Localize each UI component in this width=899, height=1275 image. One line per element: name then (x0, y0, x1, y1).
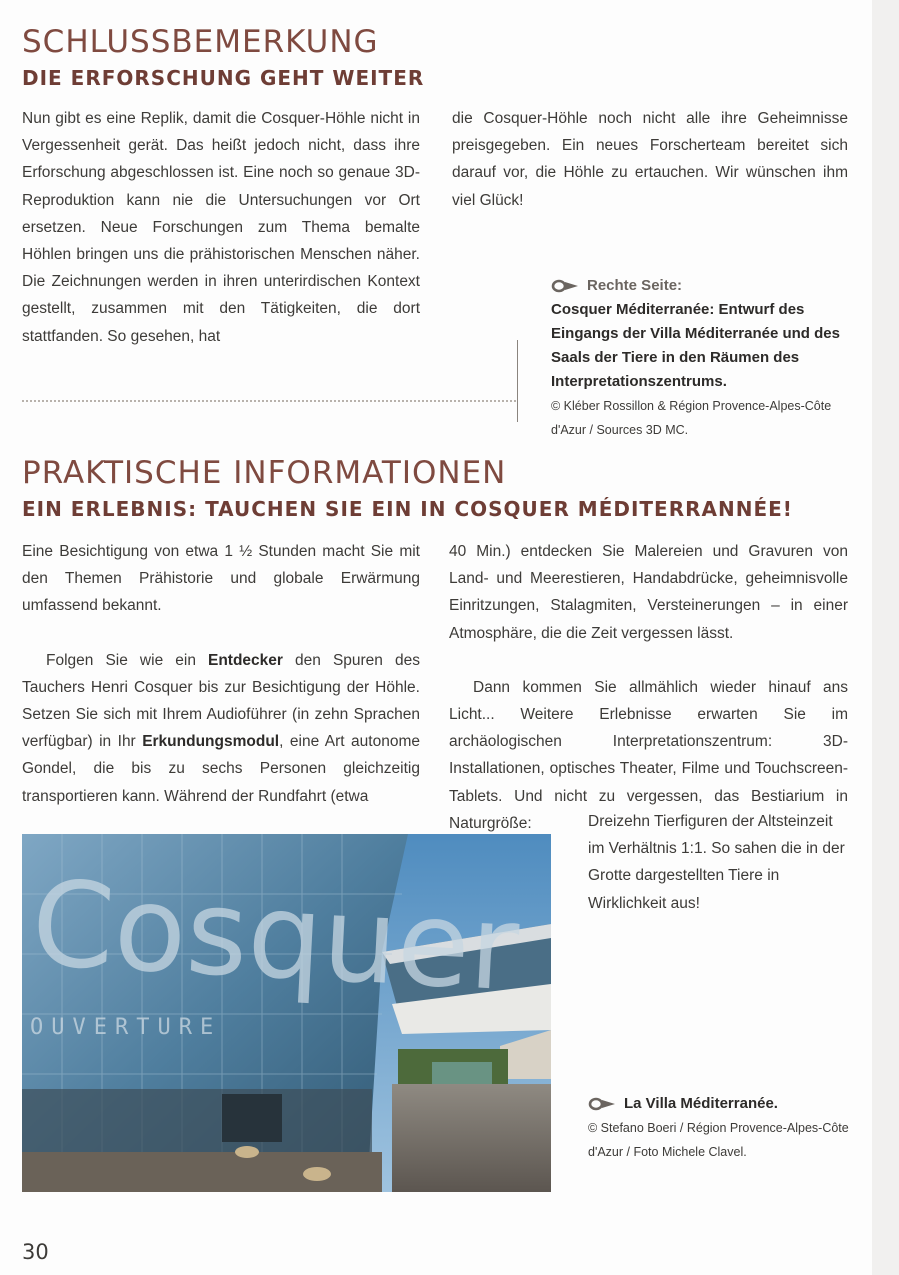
dotted-divider (22, 400, 516, 402)
section1-right-column (452, 105, 848, 214)
section-title-schlussbemerkung: SCHLUSSBEMERKUNG (22, 24, 379, 60)
section2-right-paragraph-2: Dann kommen Sie allmählich wieder hinauf ans Licht... Weitere Erlebnisse erwarten Sie im archäologischen Interpretationszentrum: 3D-Installationen, optisches Theater, Filme und Touchscreen-Tablets. Und nicht zu vergessen, das Bestiarium in Naturgröße: (449, 678, 848, 832)
section1-right-paragraph: die Cosquer-Höhle noch nicht alle ihre Geheimnisse preisgegeben. Ein neues Forscherteam bereitet sich darauf vor, die Höhle zu ertauchen. Wir wünschen ihm viel Glück! (452, 110, 848, 209)
caption-label: Rechte Seite: (587, 277, 683, 294)
page-edge-shadow (872, 0, 899, 1275)
highlight-erkundungsmodul: Erkundungsmodul (142, 733, 280, 751)
villa-mediterranee-photo (22, 834, 551, 1192)
section-subtitle-erforschung: DIE ERFORSCHUNG GEHT WEITER (22, 66, 425, 90)
section2-right-column (449, 538, 848, 837)
section2-left-paragraph-1: Eine Besichtigung von etwa 1 ½ Stunden macht Sie mit den Themen Prähistorie und globale Erwärmung umfassend bekannt. (22, 543, 420, 615)
highlight-entdecker: Entdecker (208, 651, 283, 669)
caption-label-row (551, 274, 857, 298)
section2-right-paragraph-3: Dreizehn Tierfiguren der Altsteinzeit im Verhältnis 1:1. So sahen die in der Grotte dargestellten Tiere in Wirklichkeit aus! (588, 813, 845, 912)
section2-left-column (22, 538, 420, 810)
section-subtitle-erlebnis: EIN ERLEBNIS: TAUCHEN SIE EIN IN COSQUER MÉDITERRANNÉE! (22, 497, 793, 521)
section2-right-continuation (588, 808, 848, 917)
page-number: 30 (22, 1240, 49, 1264)
building-sign-text: Cosquer (28, 854, 522, 1018)
caption-right-page (551, 274, 857, 442)
caption-villa (588, 1092, 868, 1164)
section-title-praktische-informationen: PRAKTISCHE INFORMATIONEN (22, 455, 507, 491)
caption-title: Cosquer Méditerranée: Entwurf des Eingangs der Villa Méditerranée und des Saals der Tiere in den Räumen des Interpretationszentrums. (551, 301, 840, 390)
section1-left-paragraph: Nun gibt es eine Replik, damit die Cosquer-Höhle nicht in Vergessenheit gerät. Das heißt jedoch nicht, dass ihre Erforschung abgeschlossen ist. Eine noch so genaue 3D-Reproduktion kann nie die Untersuchungen vor Ort ersetzen. Neue Forschungen zum Thema bemalte Höhlen bringen uns die prähistorischen Menschen näher. Die Zeichnungen werden in ihren unterirdischen Kontext gestellt, zusammen mit den Tätigkeiten, die dort stattfanden. So gesehen, hat (22, 110, 420, 345)
caption-villa-label-row (588, 1092, 868, 1116)
building-illustration (22, 834, 551, 1192)
caption-credit: © Kléber Rossillon & Région Provence-Alpes-Côte d'Azur / Sources 3D MC. (551, 399, 832, 437)
arrow-pointer-icon (588, 1097, 616, 1111)
section2-right-paragraph-1: 40 Min.) entdecken Sie Malereien und Gravuren von Land- und Meerestieren, Handabdrücke, geheimnisvolle Einritzungen, Stalagmiten, Versteinerungen – in einer Atmosphäre, die die Zeit vergessen lässt. (449, 543, 848, 642)
section2-left-paragraph-2 (22, 647, 420, 810)
caption-villa-title: La Villa Méditerranée. (624, 1095, 778, 1112)
building-banner-text: OUVERTURE (30, 1015, 222, 1040)
paragraph-text: , eine Art autonome Gondel, die bis zu sechs Personen gleichzeitig transportieren kann. Während der Rundfahrt (etwa (22, 733, 420, 805)
vertical-divider (517, 340, 518, 422)
paragraph-text: den Spuren des Tauchers Henri Cosquer bis zur Besichtigung der Höhle. Setzen Sie sich mit Ihrem Audioführer (in zehn Sprachen verfügbar) in Ihr (22, 651, 420, 751)
arrow-pointer-icon (551, 279, 579, 293)
section1-left-column (22, 105, 420, 350)
paragraph-text: Folgen Sie wie ein (46, 651, 208, 669)
caption-villa-credit: © Stefano Boeri / Région Provence-Alpes-Côte d'Azur / Foto Michele Clavel. (588, 1121, 849, 1159)
